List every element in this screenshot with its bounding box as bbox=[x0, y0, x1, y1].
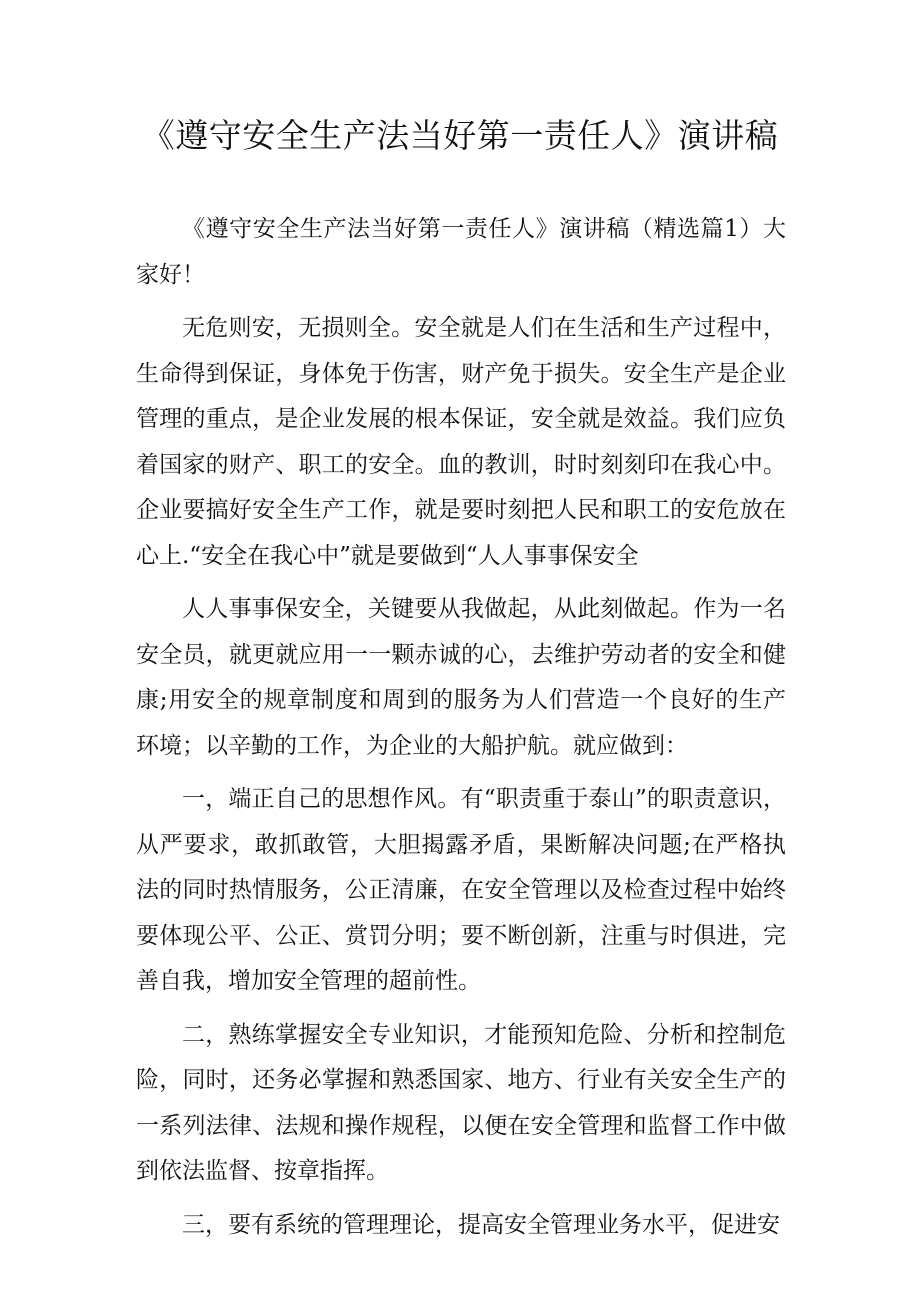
paragraph-safety-definition: 无危则安，无损则全。安全就是人们在生活和生产过程中，生命得到保证，身体免于伤害，财产免于损失。安全生产是企业管理的重点，是企业发展的根本保证，安全就是效益。我们应负着国家的财产、职工的安全。血的教训，时时刻刻印在我心中。企业要搞好安全生产工作，就是要时刻把人民和职工的安危放在心上.“安全在我心中”就是要做到“人人事事保安全 bbox=[136, 315, 786, 569]
paragraph-point-two: 二，熟练掌握安全专业知识，才能预知危险、分析和控制危险，同时，还务必掌握和熟悉国家、地方、行业有关安全生产的一系列法律、法规和操作规程，以便在安全管理和监督工作中做到依法监督、按章指挥。 bbox=[136, 1021, 786, 1184]
paragraph-start-from-me: 人人事事保安全，关键要从我做起，从此刻做起。作为一名安全员，就更就应用一一颗赤诚的心，去维护劳动者的安全和健康;用安全的规章制度和周到的服务为人们营造一个良好的生产环境；以辛勤的工作，为企业的大船护航。就应做到： bbox=[136, 596, 786, 759]
document-title: 《遵守安全生产法当好第一责任人》演讲稿 bbox=[141, 116, 779, 155]
document-body bbox=[136, 207, 786, 1248]
paragraph-point-one: 一，端正自己的思想作风。有“职责重于泰山”的职责意识，从严要求，敢抓敢管，大胆揭露矛盾，果断解决问题;在严格执法的同时热情服务，公正清廉，在安全管理以及检查过程中始终要体现公平、公正、赏罚分明；要不断创新，注重与时俱进，完善自我，增加安全管理的超前性。 bbox=[136, 786, 786, 994]
paragraph-intro: 《遵守安全生产法当好第一责任人》演讲稿（精选篇1）大家好！ bbox=[136, 216, 786, 288]
paragraph-point-three: 三，要有系统的管理理论，提高安全管理业务水平，促进安 bbox=[182, 1211, 780, 1238]
